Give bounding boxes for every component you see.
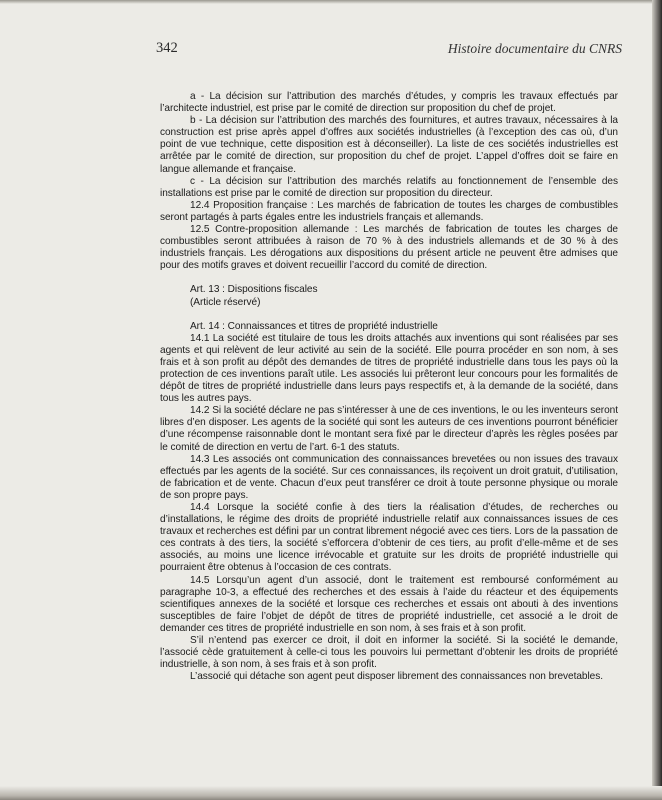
document-body <box>160 91 618 683</box>
page-header <box>156 40 622 60</box>
paragraph-14-3: 14.3 Les associés ont communication des connaissances brevetées ou non issues des travaux effectués par les agents de la société. Sur ces connaissances, ils reçoivent un droit gratuit, d’utilisation, de fabrication et de vente. Chacun d’eux peut transférer ce droit à toute personne physique ou morale de son propre pays. <box>160 453 618 501</box>
running-title: Histoire documentaire du CNRS <box>447 41 622 56</box>
paragraph-14-5-c: L’associé qui détache son agent peut disposer librement des connaissances non brevetables. <box>190 671 603 683</box>
paragraph-b: b - La décision sur l’attribution des marchés des fournitures, et autres travaux, nécessaires à la construction est prise après appel d’offres aux sociétés industrielles (à l’exception des cas où, d’un point de vue technique, cette disposition est à déconseiller). La liste de ces sociétés industrielles est arrêtée par le comité de direction, sur proposition du chef de projet. L’appel d’offres doit se faire en langue allemande et française. <box>160 115 618 175</box>
article-13-note: (Article réservé) <box>190 296 261 308</box>
page-top-shadow <box>0 0 662 4</box>
paragraph-14-4: 14.4 Lorsque la société confie à des tiers la réalisation d’études, de recherches ou d’installations, le régime des droits de propriété industrielle relatif aux connaissances issues de ces travaux et recherches est défini par un contrat librement négocié avec ces tiers. Lors de la passation de ces contrats à des tiers, la société s’efforcera d’obtenir de ces tiers, au profit d’elle-même et de ses associés, au moins une licence irrévocable et gratuite sur les droits de propriété industrielle qui pourraient être obtenus à l’occasion de ces contrats. <box>160 502 618 574</box>
paragraph-a: a - La décision sur l’attribution des marchés d’études, y compris les travaux effectués par l’architecte industriel, est prise par le comité de direction sur proposition du chef de projet. <box>160 91 618 115</box>
spacer <box>160 272 618 284</box>
article-14-title: Art. 14 : Connaissances et titres de propriété industrielle <box>190 320 438 332</box>
paragraph-14-5-b: S’il n’entend pas exercer ce droit, il doit en informer la société. Si la société le demande, l’associé cède gratuitement à celle-ci tous les pouvoirs lui permettant d’obtenir les droits de propriété industrielle, à son nom, à ses frais et à son profit. <box>160 635 618 671</box>
page-bottom-shadow <box>0 786 662 800</box>
spacer <box>160 309 618 321</box>
page-right-edge-shadow <box>652 0 662 800</box>
paragraph-14-1: 14.1 La société est titulaire de tous les droits attachés aux inventions qui sont réalisées par ses agents et qui relèvent de leur activité au sein de la société. Elle pourra procéder en son nom, à ses frais et à son profit au dépôt des demandes de titres de propriété industrielle dans tous les pays où la protection de ces inventions paraît utile. Les associés lui prêteront leur concours pour les formalités de dépôt de titres de propriété industrielle dans leurs pays respectifs et, à la demande de la société, dans tous les autres pays. <box>160 332 618 405</box>
paragraph-12-5: 12.5 Contre-proposition allemande : Les marchés de fabrication de toutes les charges de combustibles seront attribuées à raison de 70 % à des industriels allemands et de 30 % à des industriels français. Les dérogations aux dispositions du présent article ne peuvent être admises que pour des motifs graves et doivent recueillir l’accord du comité de direction. <box>160 224 618 272</box>
page-number: 342 <box>156 40 178 56</box>
paragraph-14-5: 14.5 Lorsqu’un agent d’un associé, dont le traitement est remboursé conformément au paragraphe 10-3, a effectué des recherches et des essais à l’aide du réacteur et des équipements scientifiques annexes de la société et lorsque ces recherches et essais ont abouti à des inventions susceptibles de faire l’objet de dépôt de titres de propriété industrielle, cet associé a le droit de demander ces titres de propriété industrielle en son nom, à ses frais et à son profit. <box>160 574 618 634</box>
paragraph-c: c - La décision sur l’attribution des marchés relatifs au fonctionnement de l’ensemble des installations est prise par le comité de direction sur proposition du directeur. <box>160 175 618 199</box>
paragraph-14-2: 14.2 Si la société déclare ne pas s’intéresser à une de ces inventions, le ou les inventeurs seront libres d’en disposer. Les agents de la société qui sont les auteurs de ces inventions pourront bénéficier d’une récompense raisonnable dont le montant sera fixé par le directeur d’après les règles posées par le comité de direction en vertu de l’art. 6-1 des statuts. <box>160 405 618 453</box>
paragraph-12-4: 12.4 Proposition française : Les marchés de fabrication de toutes les charges de combustibles seront partagés à parts égales entre les industriels français et allemands. <box>160 199 618 223</box>
article-13-title: Art. 13 : Dispositions fiscales <box>190 284 318 296</box>
